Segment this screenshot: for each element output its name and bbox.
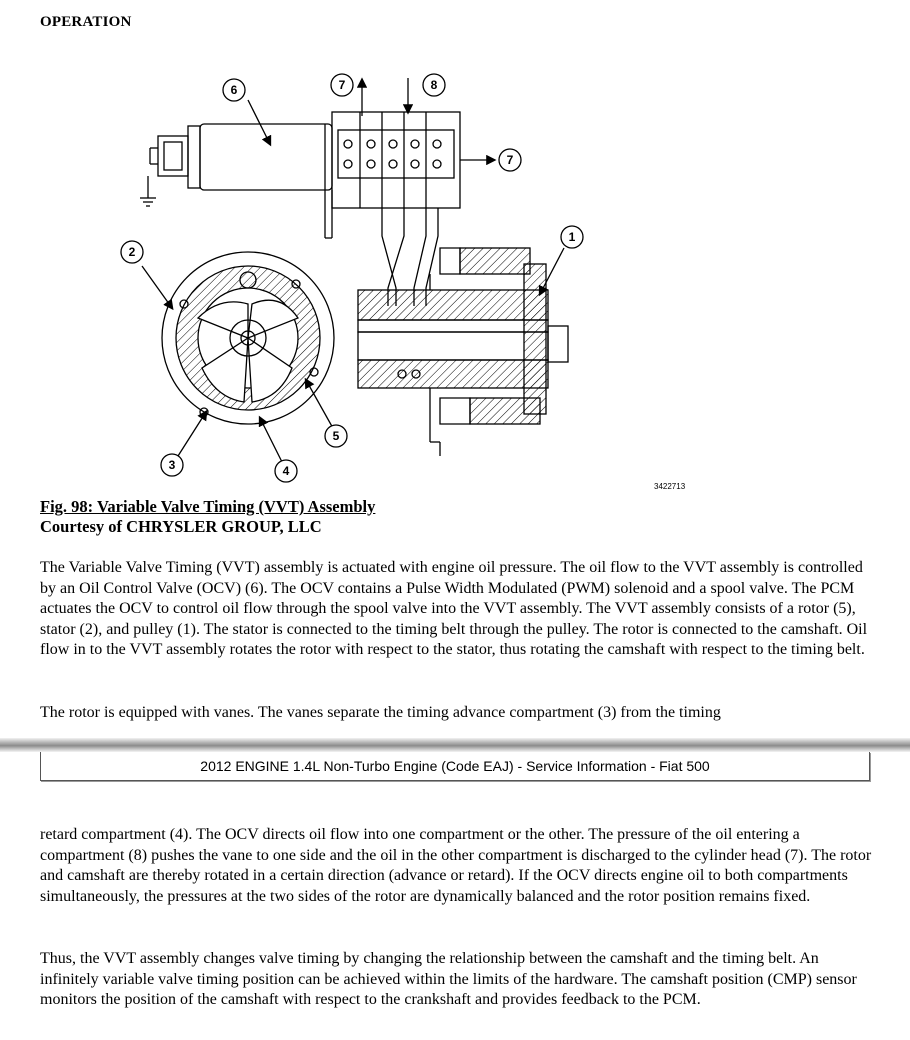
pulley-section-icon bbox=[358, 248, 568, 456]
svg-text:6: 6 bbox=[230, 83, 238, 97]
callout-4 bbox=[275, 460, 297, 482]
spool-valve-icon bbox=[332, 112, 460, 208]
svg-text:4: 4 bbox=[282, 464, 290, 478]
running-footer: 2012 ENGINE 1.4L Non-Turbo Engine (Code EAJ) - Service Information - Fiat 500 bbox=[40, 752, 870, 781]
callout-3 bbox=[161, 454, 183, 476]
callout-7-top bbox=[331, 74, 353, 96]
svg-text:7: 7 bbox=[338, 78, 346, 92]
rotor-stator-icon bbox=[162, 252, 334, 424]
figure-caption bbox=[40, 497, 375, 537]
callout-7-right bbox=[499, 149, 521, 171]
section-heading: OPERATION bbox=[40, 14, 132, 30]
caption-title: Fig. 98: Variable Valve Timing (VVT) Assembly bbox=[40, 497, 376, 516]
vvt-assembly-figure bbox=[120, 68, 700, 498]
paragraph-valve-timing: Thus, the VVT assembly changes valve timing by changing the relationship between the camshaft and the timing belt. An infinitely variable valve timing position can be achieved within the limits of the hardware. The camshaft position (CMP) sensor monitors the position of the camshaft with respect to the crankshaft and provides feedback to the PCM. bbox=[40, 950, 857, 1008]
callout-2 bbox=[121, 241, 143, 263]
svg-text:1: 1 bbox=[568, 230, 576, 244]
svg-text:7: 7 bbox=[506, 153, 514, 167]
paragraph-vvt-overview: The Variable Valve Timing (VVT) assembly is actuated with engine oil pressure. The oil flow to the VVT assembly is controlled by an Oil Control Valve (OCV) (6). The OCV contains a Pulse Width Modulated (PWM) solenoid and a spool valve. The PCM actuates the OCV to control oil flow through the spool valve into the VVT assembly. The VVT assembly consists of a rotor (5), stator (2), and pulley (1). The stator is connected to the timing belt through the pulley. The rotor is connected to the camshaft. Oil flow in to the VVT assembly rotates the rotor with respect to the stator, thus rotating the camshaft with respect to the timing belt. bbox=[40, 559, 868, 658]
callout-5 bbox=[325, 425, 347, 447]
caption-credit: Courtesy of CHRYSLER GROUP, LLC bbox=[40, 517, 322, 536]
svg-text:2: 2 bbox=[128, 245, 136, 259]
ocv-solenoid-icon bbox=[188, 124, 332, 238]
svg-text:8: 8 bbox=[430, 78, 438, 92]
callout-6 bbox=[223, 79, 245, 101]
callout-1 bbox=[561, 226, 583, 248]
connector-icon bbox=[140, 136, 188, 206]
page-break-separator bbox=[0, 738, 910, 752]
paragraph-rotor-vanes: The rotor is equipped with vanes. The vanes separate the timing advance compartment (3) from the timing bbox=[40, 704, 721, 721]
svg-text:3: 3 bbox=[168, 458, 176, 472]
callout-8 bbox=[423, 74, 445, 96]
paragraph-compartments: retard compartment (4). The OCV directs oil flow into one compartment or the other. The pressure of the oil entering a compartment (8) pushes the vane to one side and the oil in the other compartment is discharged to the cylinder head (7). The rotor and camshaft are thereby rotated in a certain direction (advance or retard). If the OCV directs engine oil to both compartments simultaneously, the pressures at the two sides of the rotor are dynamically balanced and the rotor position remains fixed. bbox=[40, 826, 872, 905]
svg-text:5: 5 bbox=[332, 429, 340, 443]
figure-id: 3422713 bbox=[654, 482, 686, 491]
